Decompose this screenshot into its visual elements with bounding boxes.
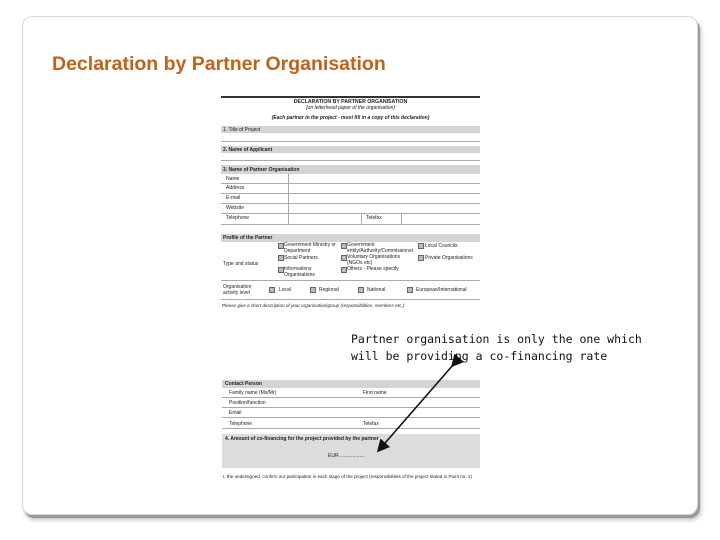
option-information: Informations Organisations <box>284 266 315 278</box>
section-1-label: 1. Title of Project <box>223 127 261 133</box>
option-voluntary: Voluntary Organisations (NGOs etc) <box>347 254 401 266</box>
profile-label: Profile of the Partner <box>223 235 273 241</box>
legal-status-label: Type and status <box>223 261 259 267</box>
field-website: Website <box>226 205 244 211</box>
level-european: European/International <box>416 287 467 293</box>
eur-amount: EUR .................. <box>328 453 365 459</box>
option-social-partners: Social Partners <box>284 255 318 261</box>
field-position: Position/function <box>229 400 266 406</box>
level-regional: Regional <box>319 287 339 293</box>
level-local: Local <box>279 287 291 293</box>
option-gov-entity: Government entity/Authority/Commissioner <box>347 242 414 254</box>
description-prompt: Please give a short description of your organisation/group (responsibilities, members etc.): <box>222 303 406 308</box>
field-telefax-2: Telefax <box>363 421 379 427</box>
option-others: Others - Please specify <box>347 266 399 272</box>
section-2-label: 2. Name of Applicant <box>223 147 273 153</box>
field-name: Name <box>226 176 240 182</box>
slide-title: Declaration by Partner Organisation <box>52 53 386 75</box>
field-address: Address <box>226 185 245 191</box>
confirmation-text: I, the undersigned, confirm our participation in each stage of the project (responsibilities of the project stated in Point no. 1) <box>223 474 472 479</box>
annotation-line-1: Partner organisation is only the one which <box>351 332 642 346</box>
arrow-line <box>379 365 453 450</box>
field-telephone-2: Telephone <box>229 421 253 427</box>
form-title: DECLARATION BY PARTNER ORGANISATION <box>293 99 408 105</box>
annotation-line-2: will be providing a co-financing rate <box>351 349 608 363</box>
field-telephone: Telephone <box>226 215 250 221</box>
field-telefax: Telefax <box>366 215 382 221</box>
option-private: Private Organisations <box>425 255 473 261</box>
field-email-2: Email <box>229 410 242 416</box>
field-family-name: Family name (Ms/Mr) <box>229 390 277 396</box>
contact-person-label: Contact Person <box>225 381 262 387</box>
level-national: National <box>367 287 386 293</box>
option-gov-ministry: Government Ministry or Department <box>284 242 336 254</box>
form-instruction: (Each partner in the project - must fill in a copy of this declaration) <box>271 115 430 121</box>
option-local-councils: Local Councils <box>425 243 458 249</box>
form-subtitle: [on letterhead paper of the organisation] <box>306 105 395 111</box>
section-3-label: 3. Name of Partner Organisation <box>223 167 300 173</box>
field-email: E-mail <box>226 195 241 201</box>
org-level-label: Organisation activity level <box>223 284 252 296</box>
section-4-label: 4. Amount of co-financing for the project provided by the partner <box>225 436 379 442</box>
field-first-name: First name <box>363 390 387 396</box>
